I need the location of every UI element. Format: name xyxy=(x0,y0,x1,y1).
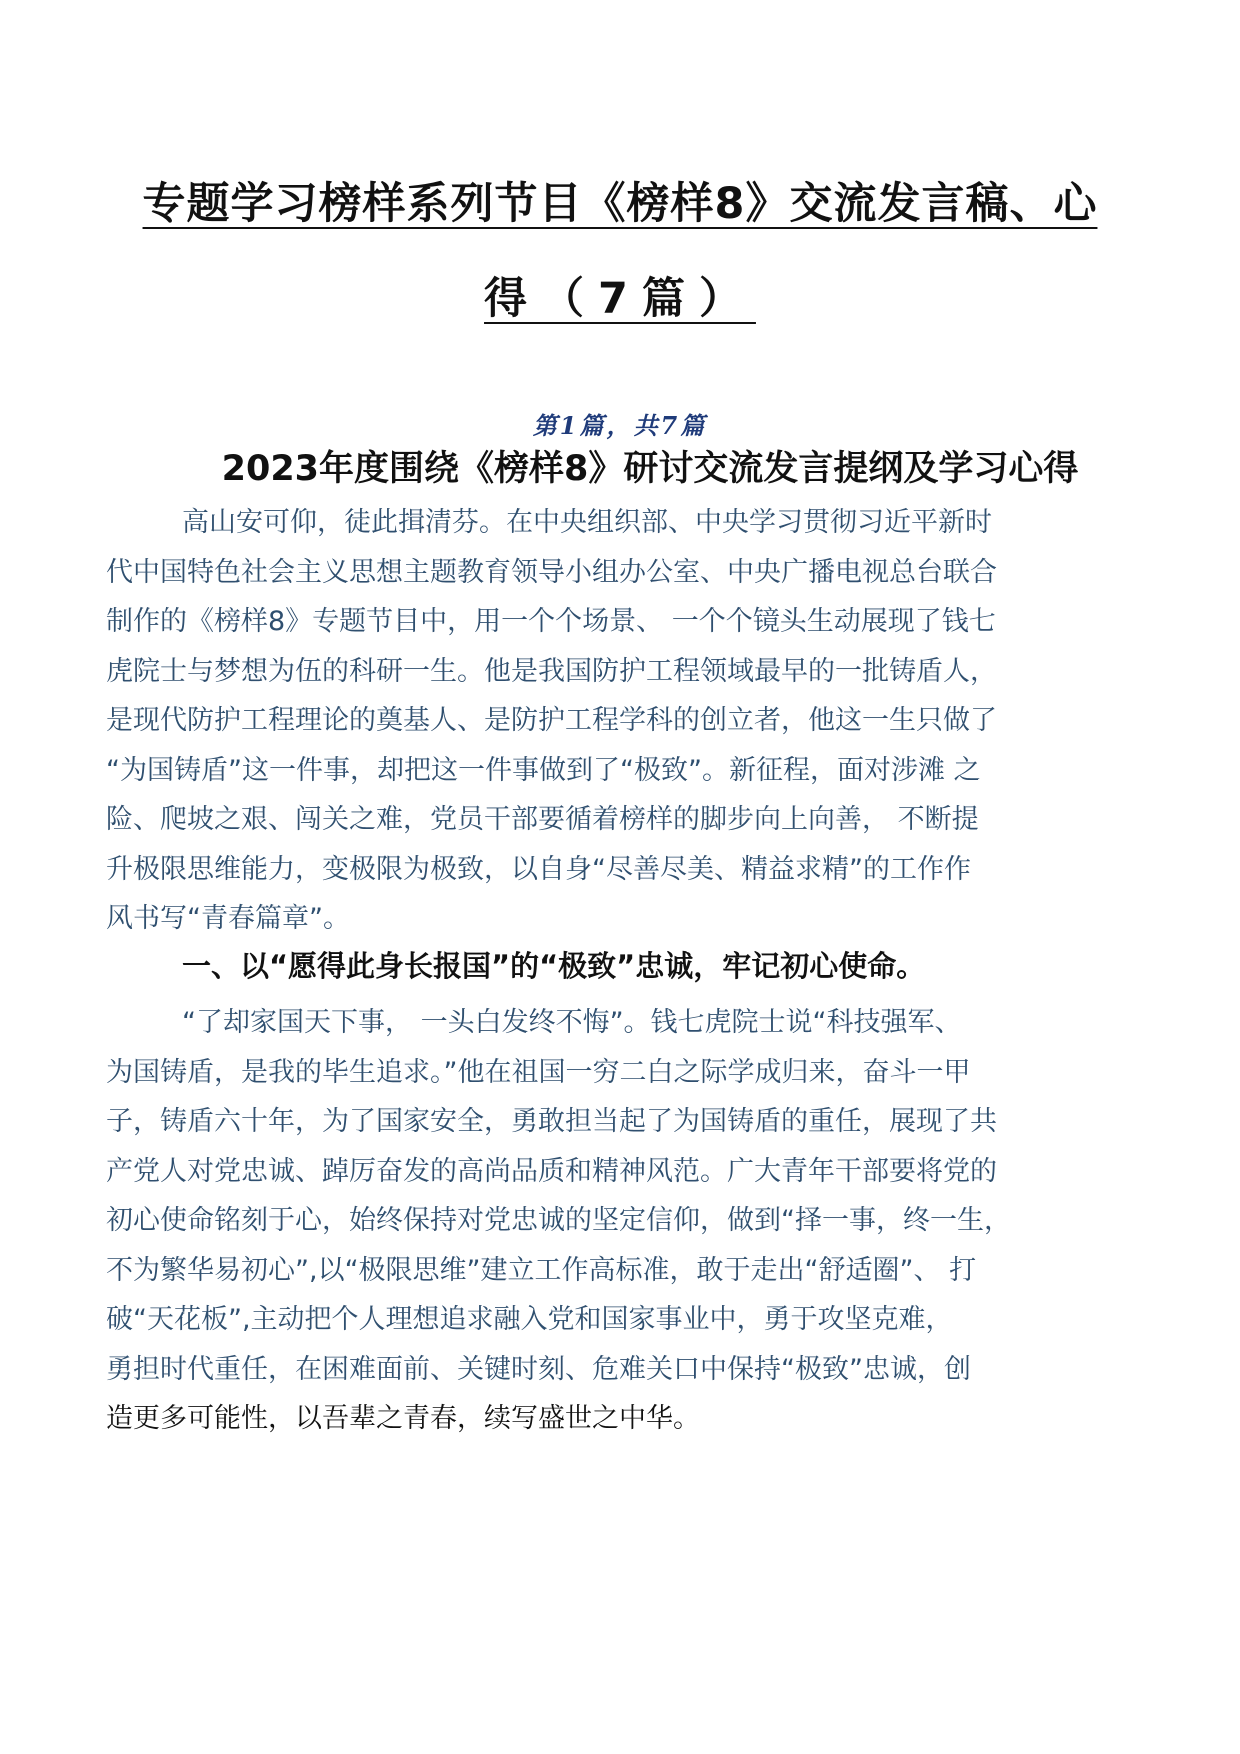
paragraph-line: 子，铸盾六十年，为了国家安全，勇敢担当起了为国铸盾的重任，展现了共 xyxy=(106,1106,997,1137)
section-heading-1: 一、以“愿得此身长报国”的“极致”忠诚，牢记初心使命。 xyxy=(182,949,926,983)
paragraph-line: 制作的《榜样8》专题节目中，用一个个场景、 一个个镜头生动展现了钱七 xyxy=(106,606,996,637)
paragraph-line: “了却家国天下事， 一头白发终不悔”。钱七虎院士说“科技强军、 xyxy=(182,1007,962,1038)
paragraph-line: 初心使命铭刻于心，始终保持对党忠诚的坚定信仰，做到“择一事，终一生， xyxy=(106,1205,1011,1236)
paragraph-intro xyxy=(106,498,1136,944)
paragraph-line: 代中国特色社会主义思想主题教育领导小组办公室、中央广播电视总台联合 xyxy=(106,556,997,588)
document-title-line-1: 专题学习榜样系列节目《榜样8》交流发言稿、心 xyxy=(142,179,1098,229)
part-label: 第1篇，共7篇 xyxy=(532,411,708,440)
paragraph-line: 高山安可仰，徒此揖清芬。在中央组织部、中央学习贯彻习近平新时 xyxy=(182,507,992,538)
paragraph-line: 风书写“青春篇章”。 xyxy=(106,903,350,934)
paragraph-line: “为国铸盾”这一件事，却把这一件事做到了“极致”。新征程，面对涉滩 之 xyxy=(106,754,981,786)
paragraph-line: 是现代防护工程理论的奠基人、是防护工程学科的创立者，他这一生只做了 xyxy=(106,705,997,736)
paragraph-line: 产党人对党忠诚、踔厉奋发的高尚品质和精神风范。广大青年干部要将党的 xyxy=(106,1155,997,1187)
paragraph-line: 破“天花板”,主动把个人理想追求融入党和国家事业中，勇于攻坚克难， xyxy=(106,1304,953,1335)
paragraph-line: 勇担时代重任，在困难面前、关键时刻、危难关口中保持“极致”忠诚，创 xyxy=(106,1353,971,1385)
paragraph-line: 险、爬坡之艰、闯关之难，党员干部要循着榜样的脚步向上向善， 不断提 xyxy=(106,804,979,835)
paragraph-section-1 xyxy=(106,998,1136,1444)
paragraph-line: 升极限思维能力，变极限为极致，以自身“尽善尽美、精益求精”的工作作 xyxy=(106,853,971,885)
paragraph-line: 虎院士与梦想为伍的科研一生。他是我国防护工程领域最早的一批铸盾人， xyxy=(106,655,997,687)
paragraph-line: 为国铸盾，是我的毕生追求。”他在祖国一穷二白之际学成归来，奋斗一甲 xyxy=(106,1056,971,1088)
document-title-line-2: 得（7篇） xyxy=(484,274,756,324)
paragraph-line: 不为繁华易初心”,以“极限思维”建立工作高标准，敢于走出“舒适圈”、 打 xyxy=(106,1254,977,1286)
paragraph-line: 造更多可能性，以吾辈之青春，续写盛世之中华。 xyxy=(106,1403,700,1434)
article-subtitle: 2023年度围绕《榜样8》研讨交流发言提纲及学习心得 xyxy=(221,449,1079,489)
